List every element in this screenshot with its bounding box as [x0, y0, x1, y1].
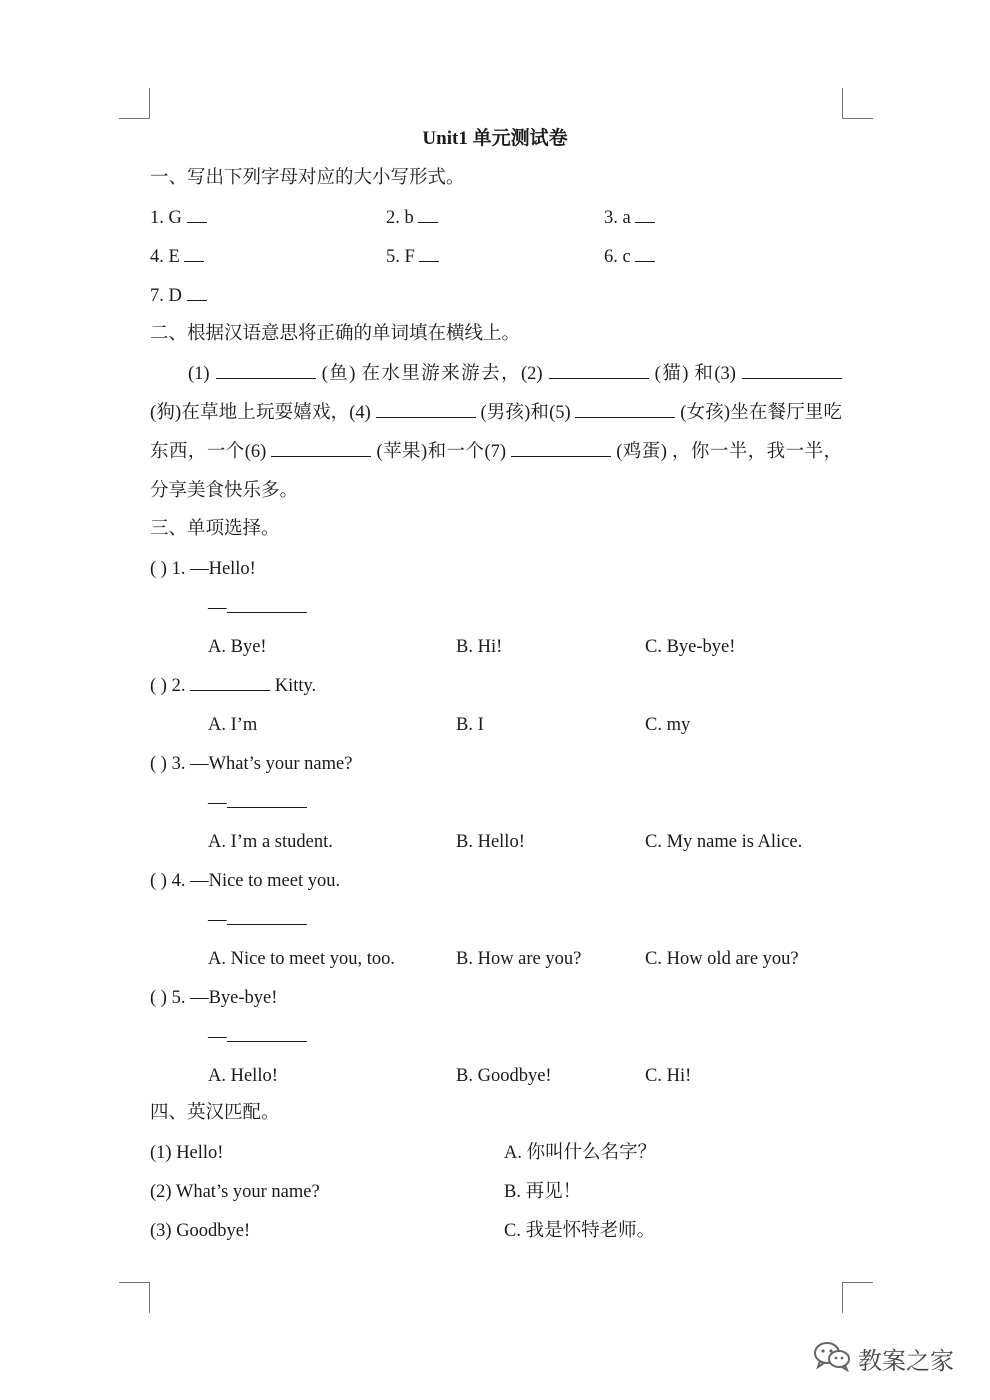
crop-mark-bottom-left — [119, 1282, 150, 1313]
letter-item: 2. b — [386, 206, 438, 230]
match-left-item: (1) Hello! — [150, 1143, 224, 1163]
question-2: ( ) 2. Kitty. — [150, 676, 317, 696]
page-title: Unit1 单元测试卷 — [422, 128, 568, 149]
cloze-paragraph: (1) (鱼) 在水里游来游去，(2) (猫) 和(3) (狗)在草地上玩耍嬉戏，(4) (男孩)和(5) (女孩)坐在餐厅里吃东西，一个(6) (苹果)和一个(7) (鸡蛋) ，你一半，我一半，分享美食快乐多。 — [150, 364, 843, 501]
crop-mark-top-right — [842, 88, 873, 119]
option-c: C. Bye-bye! — [645, 637, 736, 657]
section4-heading: 四、英汉匹配。 — [150, 1103, 280, 1123]
wechat-icon — [812, 1340, 852, 1377]
option-c: C. my — [645, 715, 691, 735]
option-c: C. My name is Alice. — [645, 832, 803, 852]
option-a: A. Hello! — [208, 1066, 278, 1086]
letter-item: 7. D — [150, 284, 207, 308]
answer-line: — — [208, 791, 307, 815]
section3-heading: 三、单项选择。 — [150, 519, 280, 539]
letter-item: 6. c — [604, 245, 655, 269]
letter-item: 3. a — [604, 206, 655, 230]
letter-item: 5. F — [386, 245, 439, 269]
match-left-item: (3) Goodbye! — [150, 1221, 251, 1241]
match-left-item: (2) What’s your name? — [150, 1182, 320, 1202]
match-right-item: A. 你叫什么名字？ — [504, 1143, 657, 1163]
option-c: C. How old are you? — [645, 949, 799, 969]
match-right-item: B. 再见！ — [504, 1182, 582, 1202]
answer-line: — — [208, 908, 307, 932]
option-b: B. Hello! — [456, 832, 525, 852]
question-1: ( ) 1. —Hello! — [150, 559, 256, 579]
section1-heading: 一、写出下列字母对应的大小写形式。 — [150, 168, 465, 188]
watermark — [812, 1338, 954, 1378]
option-a: A. Bye! — [208, 637, 267, 657]
question-3: ( ) 3. —What’s your name? — [150, 754, 353, 774]
crop-mark-bottom-right — [842, 1282, 873, 1313]
answer-line: — — [208, 1025, 307, 1049]
crop-mark-top-left — [119, 88, 150, 119]
option-a: A. Nice to meet you, too. — [208, 949, 396, 969]
match-right-item: C. 我是怀特老师。 — [504, 1221, 656, 1241]
option-a: A. I’m — [208, 715, 258, 735]
question-4: ( ) 4. —Nice to meet you. — [150, 871, 341, 891]
option-b: B. How are you? — [456, 949, 582, 969]
question-5: ( ) 5. —Bye-bye! — [150, 988, 278, 1008]
watermark-text: 教案之家 — [858, 1346, 954, 1375]
option-a: A. I’m a student. — [208, 832, 333, 852]
option-b: B. Goodbye! — [456, 1066, 552, 1086]
option-b: B. I — [456, 715, 484, 735]
option-b: B. Hi! — [456, 637, 503, 657]
letter-item: 4. E — [150, 245, 204, 269]
option-c: C. Hi! — [645, 1066, 692, 1086]
section2-heading: 二、根据汉语意思将正确的单词填在横线上。 — [150, 324, 521, 344]
answer-line: — — [208, 596, 307, 620]
letter-item: 1. G — [150, 206, 207, 230]
